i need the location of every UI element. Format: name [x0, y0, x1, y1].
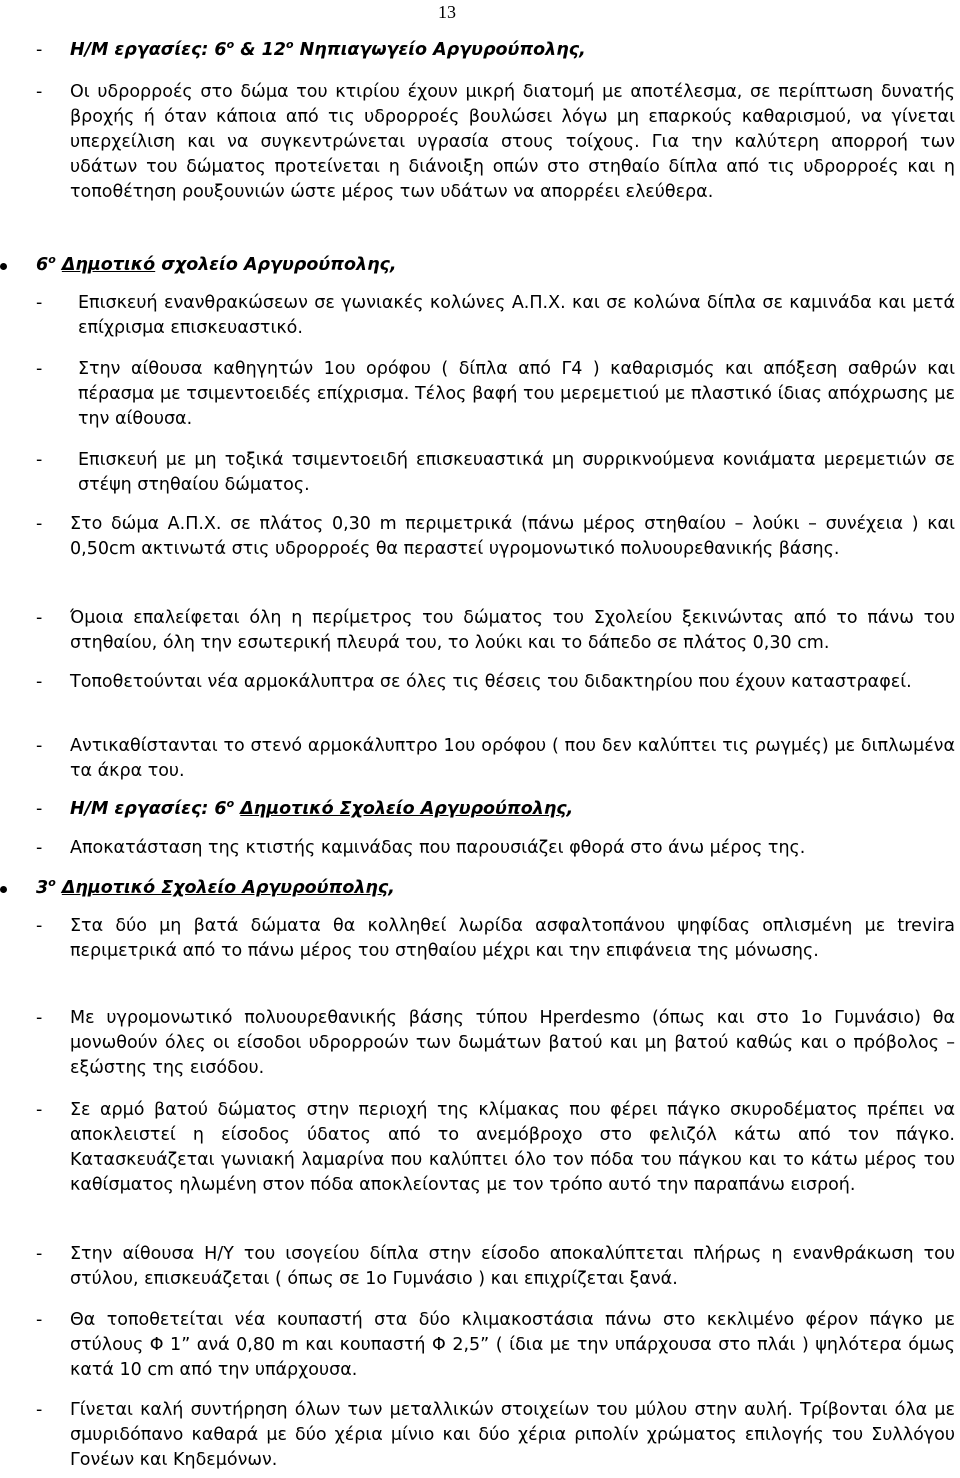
dash-marker: - — [36, 1008, 43, 1028]
item-text: Στο δώμα Α.Π.Χ. σε πλάτος 0,30 m περιμετρικά (πάνω μέρος στηθαίου – λούκι – συνέχεια ) και 0,50cm ακτινωτά στις υδρορροές θα περαστεί υγρομονωτικό πολυουρεθανικής βάσης. — [70, 514, 955, 559]
item-text: Επισκευή ενανθρακώσεων σε γωνιακές κολώνες Α.Π.Χ. και σε κολώνα δίπλα σε καμινάδα και μετά επίχρισμα επισκευαστικό. — [78, 293, 955, 338]
dash-marker: - — [36, 916, 43, 936]
item-text: Αντικαθίστανται το στενό αρμοκάλυπτρο 1ου ορόφου ( που δεν καλύπτει τις ρωγμές) με διπλωμένα τα άκρα του. — [70, 736, 955, 781]
item-text: Επισκευή με μη τοξικά τσιμεντοειδή επισκευαστικά μη συρρικνούμενα κονιάματα μερεμετιών σε στέψη στηθαίου δώματος. — [78, 450, 955, 495]
dash-marker: - — [36, 672, 43, 692]
item-text: Στην αίθουσα Η/Υ του ισογείου δίπλα στην είσοδο αποκαλύπτεται πλήρως η ενανθράκωση του στύλου, επισκευάζεται ( όπως σε 1ο Γυμνάσιο ) και επιχρίζεται ξανά. — [70, 1244, 955, 1289]
item-text: Θα τοποθετείται νέα κουπαστή στα δύο κλιμακοστάσια πάνω στο κεκλιμένο φέρον πάγκο με στύλους Φ 1” ανά 0,80 m και κουπαστή Φ 2,5” ( ίδια με την υπάρχουσα στο πλάι ) ψηλότερα όμως κατά 10 cm από την υπάρχουσα. — [70, 1310, 955, 1380]
dash-marker: - — [36, 838, 43, 858]
item-text: Στην αίθουσα καθηγητών 1ου ορόφου ( δίπλα από Γ4 ) καθαρισμός και απόξεση σαθρών και πέρασμα με τσιμεντοειδές επίχρισμα. Τέλος βαφή του μερεμετιού με πλαστικό ίδιας απόχρωσης με την αίθουσα. — [78, 359, 955, 429]
dash-marker: - — [36, 40, 43, 60]
page-number: 13 — [438, 2, 456, 22]
dash-marker: - — [36, 359, 43, 379]
dash-marker: - — [36, 1400, 43, 1420]
dash-marker: - — [36, 82, 43, 102]
heading-hm-6th-school: Η/Μ εργασίες: $6^o$ Δημοτικό Σχολείο Αργυρούπολης, — [70, 797, 574, 819]
item-text: Με υγρομονωτικό πολυουρεθανικής βάσης τύπου Hperdesmo (όπως και στο 1ο Γυμνάσιο) θα μονωθούν όλες οι είσοδοι υδρορροών των δωμάτων βατού και μη βατού καθώς και ο πρόβολος – εξώστης της εισόδου. — [70, 1008, 955, 1078]
heading-hm-kindergarten: Η/Μ εργασίες: $6^o$ & $12^o$ Νηπιαγωγείο Αργυρούπολης, — [70, 38, 586, 60]
dash-marker: - — [36, 736, 43, 756]
dash-marker: - — [36, 450, 43, 470]
school-title: $6^o$ Δημοτικό σχολείο Αργυρούπολης, — [36, 253, 397, 275]
item-text: Γίνεται καλή συντήρηση όλων των μεταλλικών στοιχείων του μύλου στην αυλή. Τρίβονται όλα με σμυριδόπανο καθαρά με δύο χέρια μίνιο και δύο χέρια ριπολίν χρώματος επιλογής του Συλλόγου Γονέων και Κηδεμόνων. — [70, 1400, 955, 1470]
dash-marker: - — [36, 1100, 43, 1120]
item-text: Αποκατάσταση της κτιστής καμινάδας που παρουσιάζει φθορά στο άνω μέρος της. — [70, 838, 806, 858]
dash-marker: - — [36, 1310, 43, 1330]
bullet-icon — [0, 263, 7, 270]
school-title: $3^o$ Δημοτικό Σχολείο Αργυρούπολης, — [36, 876, 395, 898]
dash-marker: - — [36, 514, 43, 534]
dash-marker: - — [36, 608, 43, 628]
item-text: Τοποθετούνται νέα αρμοκάλυπτρα σε όλες τις θέσεις του διδακτηρίου που έχουν καταστραφεί. — [70, 672, 912, 692]
dash-marker: - — [36, 799, 43, 819]
dash-marker: - — [36, 1244, 43, 1264]
item-text: Όμοια επαλείφεται όλη η περίμετρος του δώματος του Σχολείου ξεκινώντας από το πάνω του στηθαίου, όλη την εσωτερική πλευρά του, το λούκι και το δάπεδο σε πλάτος 0,30 cm. — [70, 608, 955, 653]
item-text: Στα δύο μη βατά δώματα θα κολληθεί λωρίδα ασφαλτοπάνου ψηφίδας οπλισμένη με trevira περιμετρικά από το πάνω μέρος του στηθαίου μέχρι και την επιφάνεια της μόνωσης. — [70, 916, 955, 961]
item-text: Σε αρμό βατού δώματος στην περιοχή της κλίμακας που φέρει πάγκο σκυροδέματος πρέπει να αποκλειστεί η είσοδος ύδατος από το ανεμόβροχο στο φελιζόλ κάτω από τον πάγκο. Κατασκευάζεται γωνιακή λαμαρίνα που καλύπτει όλο τον πόδα του πάγκου και το κάτω μέρος του καθίσματος ηλωμένη στον πόδα αποκλείοντας με τον τρόπο αυτό την παραπάνω εισροή. — [70, 1100, 955, 1195]
dash-marker: - — [36, 293, 43, 313]
paragraph-gutters: Οι υδρορροές στο δώμα του κτιρίου έχουν μικρή διατομή με αποτέλεσμα, σε περίπτωση δυνατής βροχής ή όταν κάποια από τις υδρορροές βουλώσει λόγω μη επαρκούς καθαρισμού, να γίνεται υπερχείλιση και να συγκεντρώνεται υγρασία στους τοίχους. Για την καλύτερη απορροή των υδάτων του δώματος προτείνεται η διάνοιξη οπών στο στηθαίο δίπλα από τις υδρορροές και η τοποθέτηση ρουξουνιών ώστε μέρος των υδάτων να απορρέει ελεύθερα. — [70, 82, 955, 202]
bullet-icon — [0, 886, 7, 893]
